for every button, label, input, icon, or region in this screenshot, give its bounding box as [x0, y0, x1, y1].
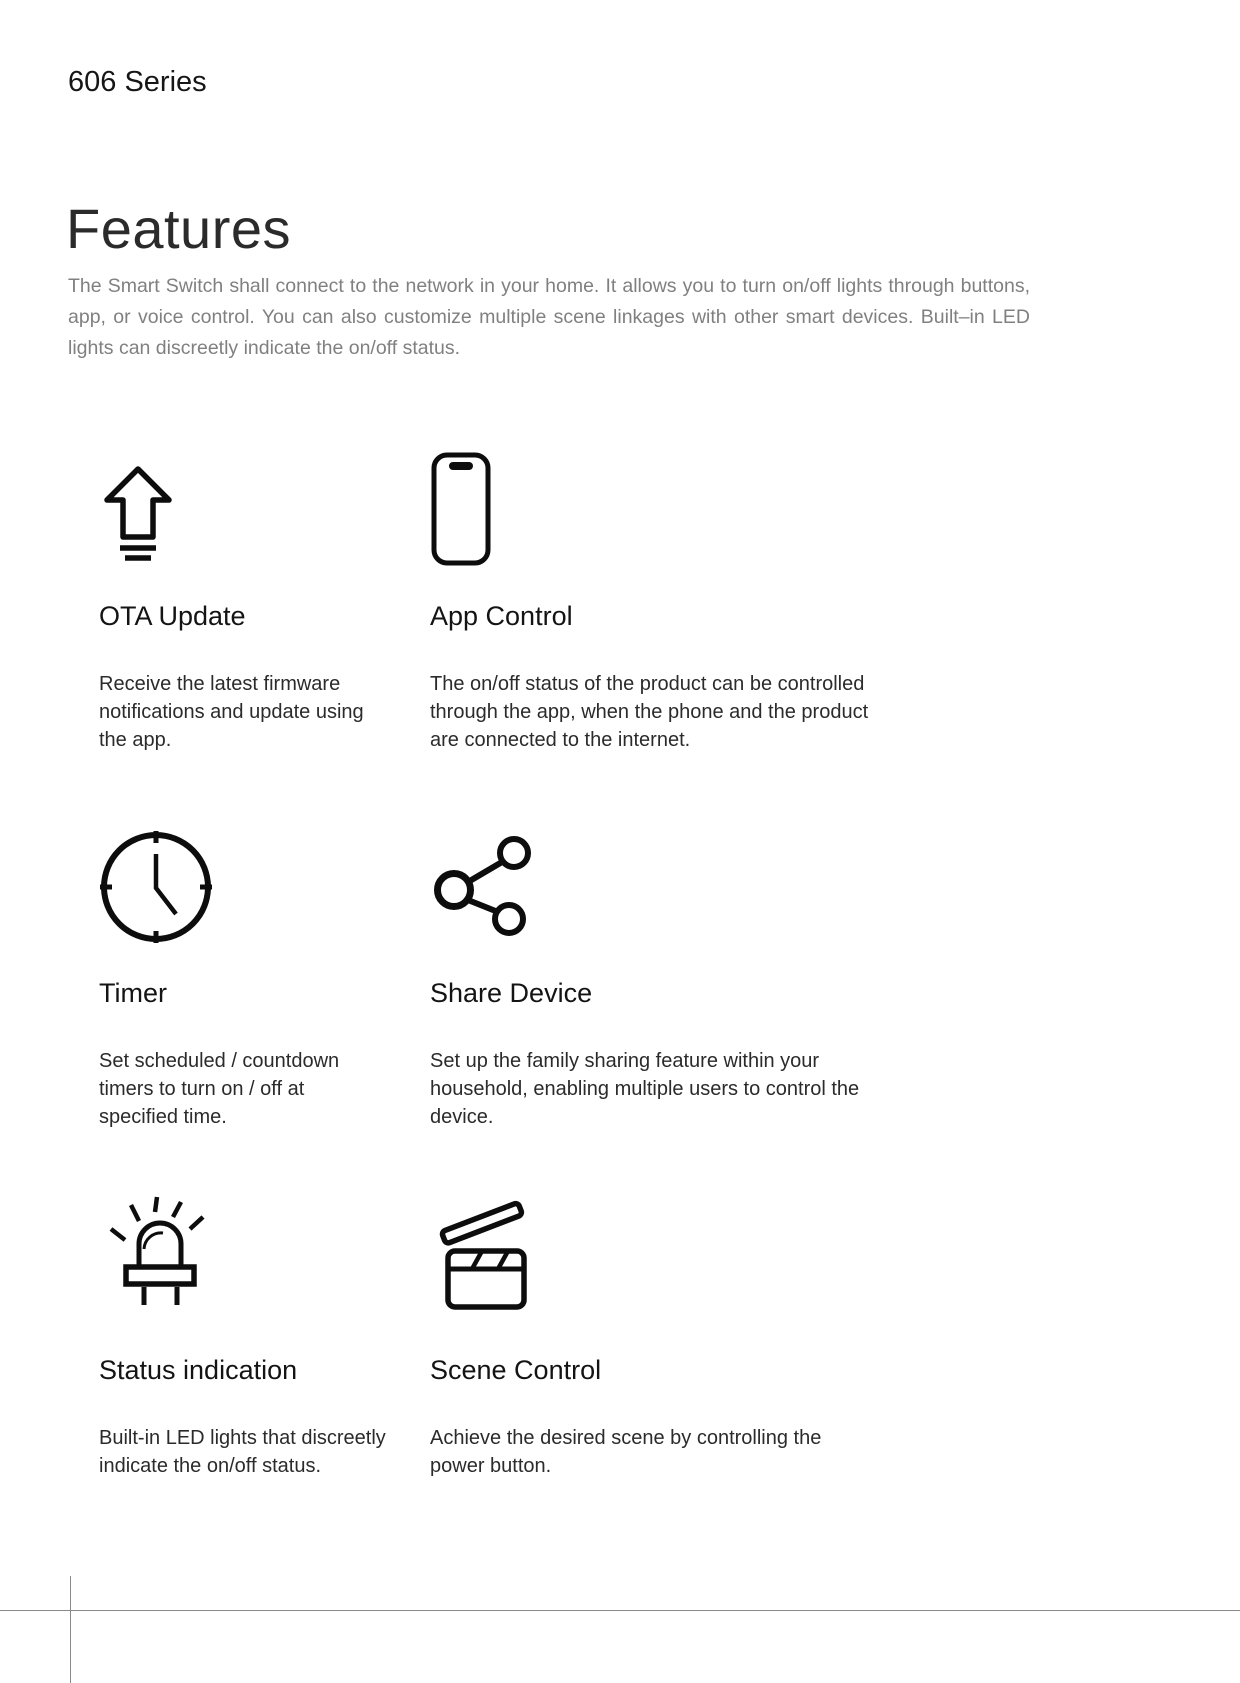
feature-description: Achieve the desired scene by controlling the power button. [430, 1427, 822, 1477]
share-icon [430, 830, 542, 944]
intro-paragraph: The Smart Switch shall connect to the network in your home. It allows you to turn on/off lights through buttons, app, or voice control. You can also customize multiple scene linkages with other smart devices. Built–in LED lights can discreetly indicate the on/off status. [68, 275, 1030, 359]
feature-description: Set scheduled / countdown timers to turn on / off at specified time. [99, 1050, 340, 1128]
feature-description: Set up the family sharing feature within your household, enabling multiple users to control the device. [430, 1050, 860, 1128]
feature-scene-control [430, 1191, 990, 1480]
feature-title: Timer [99, 978, 167, 1008]
icon-box [99, 1191, 430, 1321]
feature-ota-update [99, 437, 430, 754]
feature-timer [99, 814, 430, 1131]
feature-title: App Control [430, 601, 573, 631]
feature-status-indication [99, 1191, 430, 1480]
feature-description: Receive the latest firmware notifications and update using the app. [99, 673, 364, 751]
icon-box [99, 814, 430, 944]
icon-box [99, 437, 430, 567]
icon-box [430, 1191, 990, 1321]
feature-description: The on/off status of the product can be controlled through the app, when the phone and the product are connected to the internet. [430, 673, 869, 751]
led-light-icon [99, 1195, 219, 1321]
series-label: 606 Series [68, 66, 207, 98]
feature-grid [99, 437, 990, 1480]
page-title: Features [66, 197, 291, 260]
footer-vertical-rule [70, 1576, 71, 1683]
feature-title: OTA Update [99, 601, 246, 631]
footer-horizontal-rule [0, 1610, 1240, 1611]
feature-description: Built-in LED lights that discreetly indicate the on/off status. [99, 1427, 386, 1477]
feature-title: Scene Control [430, 1355, 602, 1385]
icon-box [430, 814, 990, 944]
clock-icon [99, 830, 213, 944]
ota-upload-arrow-icon [99, 465, 177, 567]
feature-title: Status indication [99, 1355, 298, 1385]
feature-app-control [430, 437, 990, 754]
smartphone-icon [430, 451, 492, 567]
feature-title: Share Device [430, 978, 593, 1008]
clapperboard-icon [430, 1199, 546, 1321]
icon-box [430, 437, 990, 567]
feature-share-device [430, 814, 990, 1131]
